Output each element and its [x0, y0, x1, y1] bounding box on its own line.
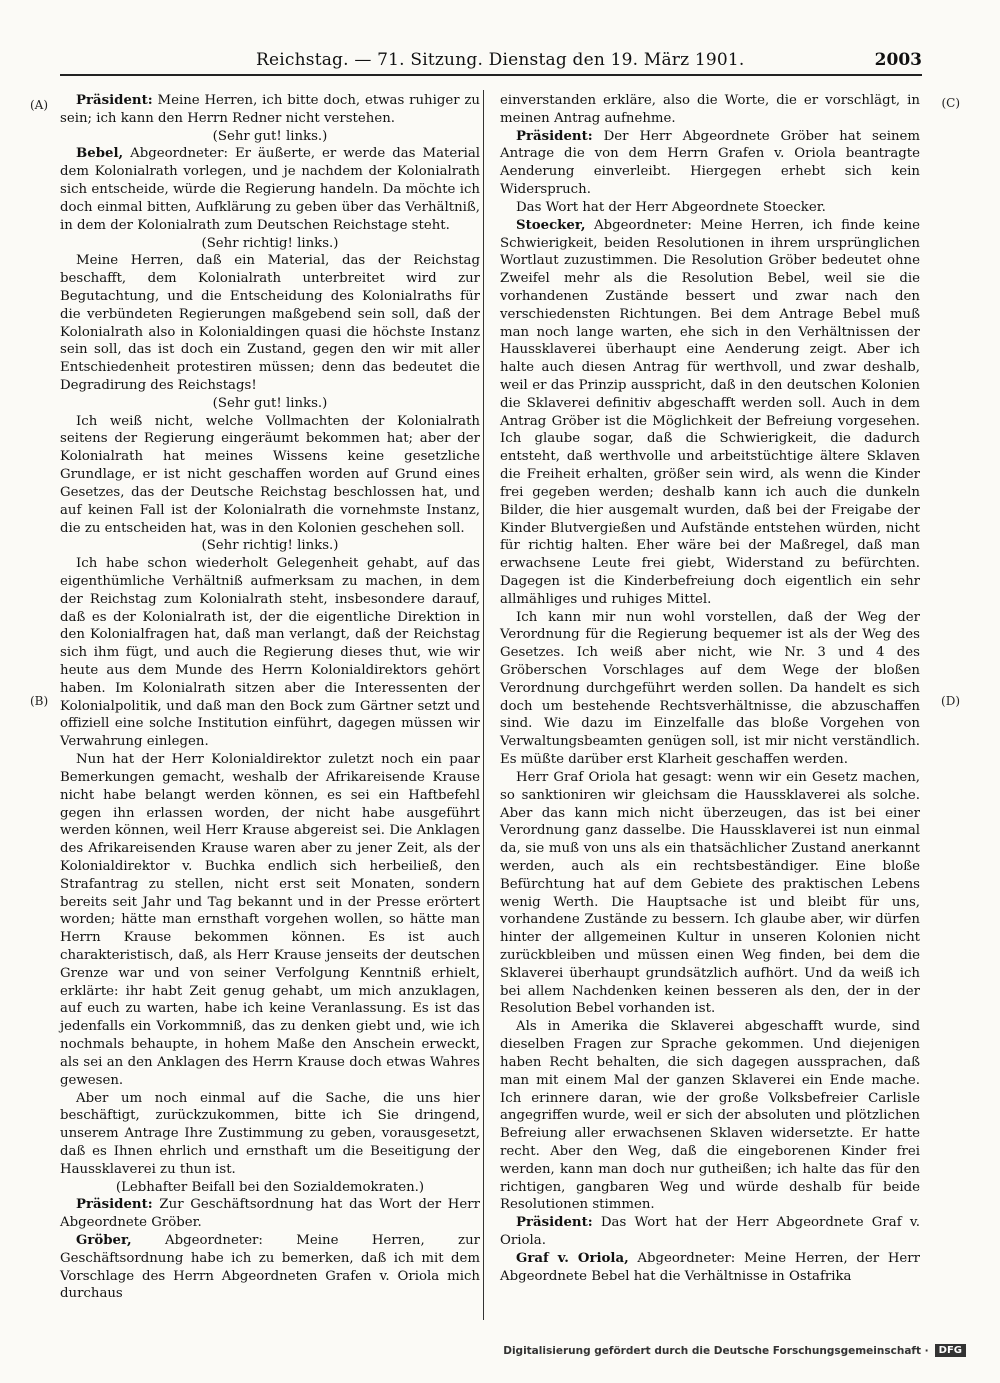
dfg-logo: DFG [935, 1344, 966, 1357]
speech-text: Der Herr Abgeordnete Gröber hat seinem Antrage die von dem Herrn Grafen v. Oriola beantragte Aenderung einverleibt. Hiergegen erhebt sich kein Widerspruch. [500, 128, 920, 198]
speech-text: Das Wort hat der Herr Abgeordnete Graf v. Oriola. [500, 1215, 920, 1248]
speech-text: Abgeordneter: Meine Herren, ich finde keine Schwierigkeit, beiden Resolutionen in ihrem ursprünglichen Wortlaut zuzustimmen. Die Resolution Gröber bedeutet ohne Zweifel mehr als die Resolution Bebel, weil sie die vorhandenen Zustände bessert und zwar nach den verschiedensten Richtungen. Bei dem Antrage Bebel muß man noch lange warten, ehe sich in den Verhältnissen der Haussklaverei überhaupt eine Aenderung zeigt. Aber ich halte auch diesen Antrag für werthvoll, und zwar deshalb, weil er das Prinzip ausspricht, daß in den deutschen Kolonien die Sklaverei definitiv abgeschafft werden soll. Auch in dem Antrag Gröber ist die Möglichkeit der Befreiung vorgesehen. Ich glaube sogar, daß die Schwierigkeit, die dadurch entsteht, daß werthvolle und arbeitstüchtige ältere Sklaven die Freiheit erhalten, größer sein wird, als wenn die Kinder frei gegeben werden; deshalb kann ich auch die dunkeln Bilder, die hier ausgemalt wurden, daß bei der Freigabe der Kinder Blutvergießen und Aufstände entstehen würden, nicht für richtig halten. Eher wäre bei der Maßregel, daß man erwachsene Leute frei giebt, Widerstand zu befürchten. Dagegen ist die Kinderbefreiung doch eigentlich ein sehr allmähliges und ruhiges Mittel. [500, 217, 920, 607]
interjection: (Lebhafter Beifall bei den Sozialdemokraten.) [115, 1179, 425, 1195]
left-column [60, 92, 480, 1303]
speech-paragraph [60, 92, 480, 128]
margin-mark-d: (D) [941, 694, 960, 708]
speaker-name: Bebel, [76, 146, 124, 162]
margin-mark-a: (A) [30, 98, 49, 112]
running-head: Reichstag. — 71. Sitzung. Dienstag den 19. März 1901. [256, 50, 745, 70]
speech-paragraph [60, 1232, 480, 1303]
margin-mark-b: (B) [30, 694, 49, 708]
page-number: 2003 [874, 50, 922, 70]
speaker-name: Präsident: [76, 93, 153, 108]
speech-text: Meine Herren, ich bitte doch, etwas ruhiger zu sein; ich kann den Herrn Redner nicht verstehen. [60, 93, 480, 126]
interjection: (Sehr richtig! links.) [201, 235, 339, 251]
paragraph: Ich weiß nicht, welche Vollmachten der Kolonialrath seitens der Regierung eingeräumt bekommen hat; aber der Kolonialrath hat meines Wissens keine gesetzliche Grundlage, er ist nicht geschaffen worden auf Grund eines Gesetzes, das der Deutsche Reichstag beschlossen hat, und auf keinen Fall ist der Kolonialrath die vornehmste Instanz, die zu entscheiden hat, was in den Kolonien geschehen soll. [60, 413, 480, 536]
footer-text: Digitalisierung gefördert durch die Deutsche Forschungsgemeinschaft · [503, 1344, 929, 1357]
speech-paragraph [500, 217, 920, 609]
paragraph: Das Wort hat der Herr Abgeordnete Stoecker. [516, 199, 826, 215]
speech-paragraph [500, 1250, 920, 1286]
speech-text: Abgeordneter: Meine Herren, der Herr Abgeordnete Bebel hat die Verhältnisse in Ostafrika [500, 1250, 921, 1284]
speaker-name: Graf v. Oriola, [516, 1250, 629, 1266]
speech-paragraph [500, 128, 920, 199]
paragraph: Nun hat der Herr Kolonialdirektor zuletzt noch ein paar Bemerkungen gemacht, weshalb der Afrikareisende Krause nicht habe belangt werden können, es sei ein Haftbefehl gegen ihn erlassen worden, der nicht habe ausgeführt werden können, weil Herr Krause abgereist sei. Die Anklagen des Afrikareisenden Krause waren aber zu jener Zeit, als der Kolonialdirektor v. Buchka endlich sich herbeiließ, den Strafantrag zu stellen, nicht erst seit Monaten, sondern bereits seit Jahr und Tag bekannt und in der Presse erörtert worden; hätte man ernsthaft vorgehen wollen, so hätte man Herrn Krause bekommen können. Es ist auch charakteristisch, daß, als Herr Krause jenseits der deutschen Grenze war und von seiner Verfolgung Kenntniß erhielt, erklärte: ihr habt Zeit genug gehabt, um mich anzuklagen, auf euch zu warten, habe ich keine Veranlassung. Es ist das jedenfalls ein Vorkommniß, das zu denken giebt und, wie ich nochmals behaupte, in hohem Maße den Anschein erweckt, als sei an den Anklagen des Herrn Krause doch etwas Wahres gewesen. [60, 752, 480, 1088]
footer [503, 1344, 966, 1357]
paragraph: Ich habe schon wiederholt Gelegenheit gehabt, auf das eigenthümliche Verhältniß aufmerksam zu machen, in dem der Reichstag zum Kolonialrath steht, insbesondere darauf, daß es der Kolonialrath ist, der die eigentliche Direktion in den Kolonialfragen hat, daß man verlangt, daß der Reichstag sich ihm fügt, und auch die Regierung dieses thut, wie wir heute aus dem Munde des Herrn Kolonialdirektors gehört haben. Im Kolonialrath sitzen aber die Interessenten der Kolonialpolitik, und daß man den Bock zum Gärtner setzt und offiziell eine solche Institution einführt, dagegen müssen wir Verwahrung einlegen. [60, 556, 480, 750]
speech-paragraph [60, 145, 480, 234]
column-divider [483, 90, 484, 1320]
speech-text: Abgeordneter: Er äußerte, er werde das Material dem Kolonialrath vorlegen, und je nachdem der Kolonialrath sich entscheide, würde die Regierung handeln. Da möchte ich doch einmal bitten, Aufklärung zu geben über das Verhältniß, in dem der Kolonialrath zum Deutschen Reichstage steht. [60, 146, 480, 233]
interjection: (Sehr gut! links.) [212, 395, 328, 411]
speaker-name: Gröber, [76, 1233, 132, 1248]
paragraph-continued: einverstanden erkläre, also die Worte, die er vorschlägt, in meinen Antrag aufnehme. [500, 93, 920, 126]
speech-paragraph [60, 1196, 480, 1232]
speech-paragraph [500, 1214, 920, 1250]
paragraph: Ich kann mir nun wohl vorstellen, daß der Weg der Verordnung für die Regierung bequemer ist als der Weg des Gesetzes. Ich weiß aber nicht, wie Nr. 3 und 4 des Gröberschen Vorschlages auf dem Wege der bloßen Verordnung durchgeführt werden sollen. Da handelt es sich doch um bestehende Rechtsverhältnisse, die abzuschaffen sind. Wie dazu im Einzelfalle das bloße Vorgehen von Verwaltungsbeamten genügen soll, ist mir nicht verständlich. Es müßte darüber erst Klarheit geschaffen werden. [500, 609, 920, 768]
speech-text: Abgeordneter: Meine Herren, zur Geschäftsordnung habe ich zu bemerken, daß ich mit dem Vorschlage des Herrn Abgeordneten Grafen v. Oriola mich durchaus [60, 1233, 480, 1302]
paragraph: Aber um noch einmal auf die Sache, die uns hier beschäftigt, zurückzukommen, bitte ich Sie dringend, unserem Antrage Ihre Zustimmung zu geben, vorausgesetzt, daß es Ihnen ehrlich und ernsthaft um die Beseitigung der Haussklaverei zu thun ist. [60, 1090, 480, 1177]
speaker-name: Präsident: [76, 1197, 153, 1213]
speech-text: Zur Geschäftsordnung hat das Wort der Herr Abgeordnete Gröber. [60, 1197, 480, 1231]
paragraph: Meine Herren, daß ein Material, das der Reichstag beschafft, dem Kolonialrath unterbreitet wird zur Begutachtung, und die Entscheidung des Kolonialraths für die verbündeten Regierungen maßgebend sein soll, daß der Kolonialrath also in Kolonialdingen quasi die höchste Instanz sein soll, das ist doch ein Zustand, gegen den wir mit aller Entschiedenheit protestiren müssen; denn das bedeutet die Degradirung des Reichstags! [60, 253, 480, 393]
speaker-name: Stoecker, [516, 217, 586, 233]
interjection: (Sehr gut! links.) [212, 128, 328, 144]
interjection: (Sehr richtig! links.) [201, 538, 339, 554]
page-header [60, 46, 922, 76]
right-column [500, 92, 920, 1285]
margin-mark-c: (C) [941, 96, 960, 110]
paragraph: Herr Graf Oriola hat gesagt: wenn wir ein Gesetz machen, so sanktioniren wir gleichsam die Haussklaverei als solche. Aber das kann mich nicht überzeugen, das ist bei einer Verordnung ganz dasselbe. Die Haussklaverei ist nun einmal da, sie muß von uns als ein thatsächlicher Zustand anerkannt werden, auch als ein rechtsbeständiger. Eine bloße Befürchtung hat auf dem Gebiete des praktischen Lebens wenig Werth. Die Hauptsache ist und bleibt für uns, vorhandene Zustände zu bessern. Ich glaube aber, wir dürfen hinter der allgemeinen Kultur in unseren Kolonien nicht zurückbleiben und müssen einen Weg finden, bei dem die Sklaverei überhaupt grundsätzlich aufhört. Und da weiß ich bei allem Nachdenken keinen besseren als den, der in der Resolution Bebel vorhanden ist. [500, 769, 920, 1017]
paragraph: Als in Amerika die Sklaverei abgeschafft wurde, sind dieselben Fragen zur Sprache gekommen. Und diejenigen haben Recht behalten, die sich dagegen aussprachen, daß man mit einem Mal der ganzen Sklaverei ein Ende mache. Ich erinnere daran, wie der große Volksbefreier Carlisle angegriffen wurde, weil er sich der absoluten und plötzlichen Befreiung aller erwachsenen Sklaven widersetzte. Er hatte recht. Aber den Weg, daß die eingeborenen Kinder frei werden, kann man doch nur gutheißen; ich halte das für den richtigen, gangbaren Weg und würde deshalb für beide Resolutionen stimmen. [500, 1019, 920, 1213]
speaker-name: Präsident: [516, 1215, 593, 1231]
speaker-name: Präsident: [516, 128, 593, 144]
